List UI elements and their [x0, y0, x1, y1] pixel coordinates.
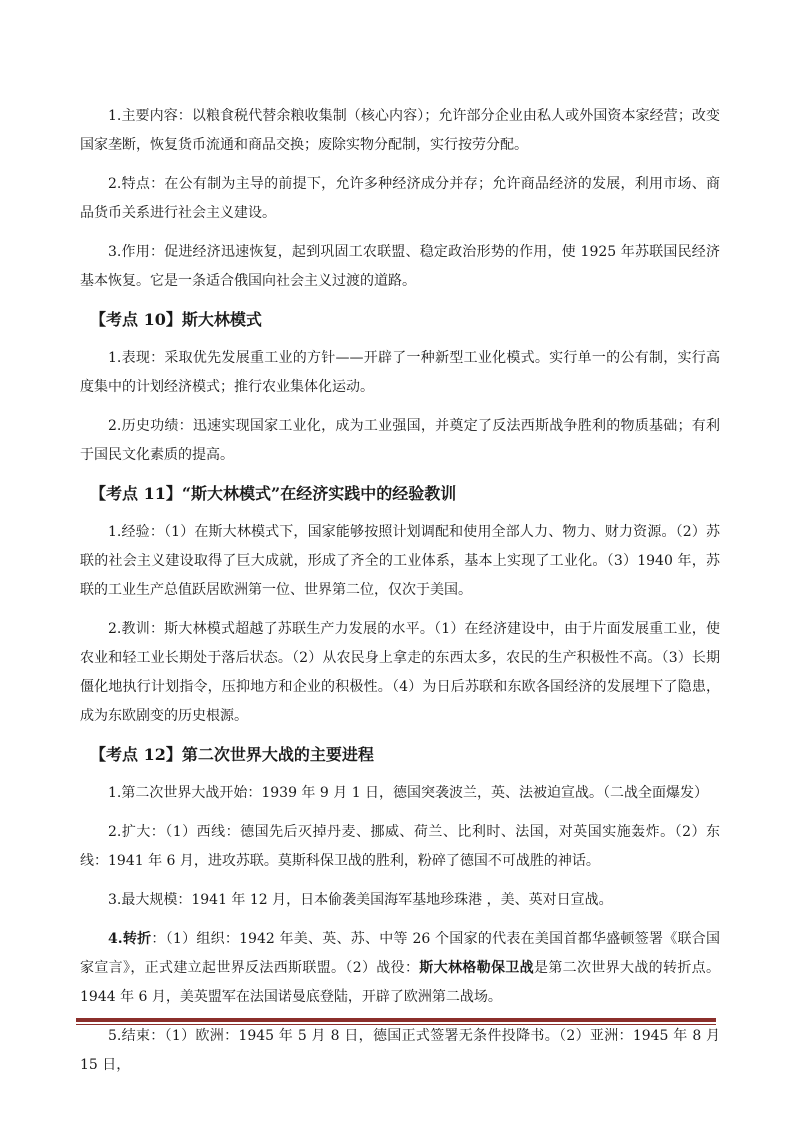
- paragraph-main-content: 1.主要内容：以粮食税代替余粮收集制（核心内容）；允许部分企业由私人或外国资本家经营；改变国家垄断，恢复货币流通和商品交换；废除实物分配制，实行按劳分配。: [80, 108, 720, 153]
- paragraph-war-end: 5.结束：（1）欧洲：1945 年 5 月 8 日，德国正式签署无条件投降书。（2）亚洲：1945 年 8 月 15 日，: [80, 1028, 720, 1073]
- paragraph-achievements: 2.历史功绩：迅速实现国家工业化，成为工业强国，并奠定了反法西斯战争胜利的物质基础；有利于国民文化素质的提高。: [80, 418, 720, 463]
- paragraph-experience: 1.经验：（1）在斯大林模式下，国家能够按照计划调配和使用全部人力、物力、财力资源。（2）苏联的社会主义建设取得了巨大成就，形成了齐全的工业体系，基本上实现了工业化。（3）1940 年，苏联的工业生产总值跃居欧洲第一位、世界第二位，仅次于美国。: [80, 524, 720, 598]
- footer-rule: [76, 1018, 716, 1022]
- heading-point-10: 【考点 10】斯大林模式: [90, 310, 262, 329]
- paragraph-features: 2.特点：在公有制为主导的前提下，允许多种经济成分并存；允许商品经济的发展，利用市场、商品货币关系进行社会主义建设。: [80, 176, 720, 221]
- turning-point-text-a: ：（1）组织：1942 年美、英、苏、中等 26 个国家的代表在美国首都华盛顿签署《联合国家宣言》，正式建立起世界反法西斯联盟。（2）战役：: [80, 931, 720, 976]
- paragraph-lessons: 2.教训：斯大林模式超越了苏联生产力发展的水平。（1）在经济建设中，由于片面发展重工业，使农业和轻工业长期处于落后状态。（2）从农民身上拿走的东西太多，农民的生产积极性不高。（3）长期僵化地执行计划指令，压抑地方和企业的积极性。（4）为日后苏联和东欧各国经济的发展埋下了隐患，成为东欧剧变的历史根源。: [80, 621, 720, 724]
- paragraph-turning-point: [80, 925, 720, 1012]
- turning-point-text-b: 是第二次世界大战的转折点。1944 年 6 月，美英盟军在法国诺曼底登陆，开辟了欧洲第二战场。: [80, 960, 721, 1005]
- page-content: [80, 102, 720, 1090]
- turning-point-lead: 4.转折: [108, 931, 152, 947]
- heading-point-11: 【考点 11】“斯大林模式”在经济实践中的经验教训: [90, 484, 457, 503]
- paragraph-performance: 1.表现：采取优先发展重工业的方针——开辟了一种新型工业化模式。实行单一的公有制，实行高度集中的计划经济模式；推行农业集体化运动。: [80, 350, 720, 395]
- stalingrad-battle: 斯大林格勒保卫战: [419, 960, 534, 976]
- paragraph-effects: 3.作用：促进经济迅速恢复，起到巩固工农联盟、稳定政治形势的作用，使 1925 年苏联国民经济基本恢复。它是一条适合俄国向社会主义过渡的道路。: [80, 244, 720, 289]
- paragraph-largest-scale: 3.最大规模：1941 年 12 月，日本偷袭美国海军基地珍珠港 ，美、英对日宣战。: [108, 892, 613, 908]
- footer-rule-thin: [76, 1024, 716, 1025]
- paragraph-war-start: 1.第二次世界大战开始：1939 年 9 月 1 日，德国突袭波兰，英、法被迫宣战。（二战全面爆发）: [108, 785, 709, 801]
- heading-point-12: 【考点 12】第二次世界大战的主要进程: [90, 745, 374, 764]
- paragraph-war-expansion: 2.扩大：（1）西线：德国先后灭掉丹麦、挪威、荷兰、比利时、法国，对英国实施轰炸。（2）东线：1941 年 6 月，进攻苏联。莫斯科保卫战的胜利，粉碎了德国不可战胜的神话。: [80, 824, 720, 869]
